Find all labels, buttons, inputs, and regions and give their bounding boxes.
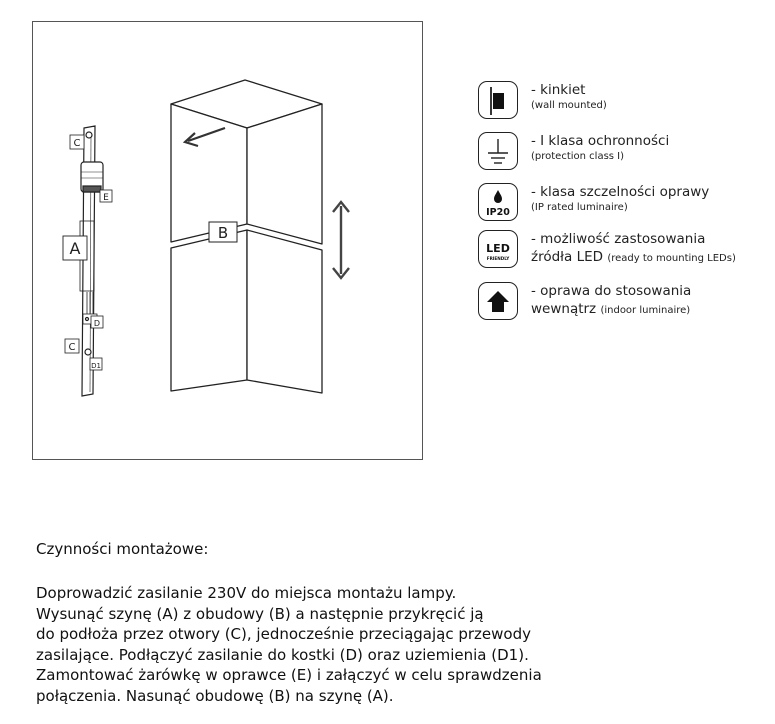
instruction-line: połączenia. Nasunąć obudowę (B) na szynę (A). [36, 686, 394, 705]
legend-sub: (protection class I) [531, 151, 625, 162]
legend-label: - oprawa do stosowania [531, 283, 692, 299]
indoor-house-icon [478, 282, 518, 320]
legend-label: - klasa szczelności oprawy [531, 184, 710, 200]
led-icon-subtext: FRIENDLY [486, 256, 510, 261]
label-c-top: C [73, 138, 81, 149]
instruction-line: zasilające. Podłączyć zasilanie do kostki (D) oraz uziemienia (D1). [36, 645, 529, 664]
led-friendly-icon [478, 230, 518, 268]
instruction-line: do podłoża przez otwory (C), jednocześnie przeciągając przewody [36, 625, 531, 644]
legend-sub: (indoor luminaire) [600, 305, 691, 316]
legend-label: - możliwość zastosowania [531, 231, 706, 247]
legend-sub: (IP rated luminaire) [531, 202, 628, 213]
legend-label-2: wewnątrz [531, 301, 597, 317]
assembly-diagram-drawing [33, 22, 424, 461]
legend-label: - kinkiet [531, 82, 586, 98]
legend-label: - I klasa ochronności [531, 133, 670, 149]
instruction-line: Zamontować żarówkę w oprawce (E) i załączyć w celu sprawdzenia [36, 666, 542, 685]
label-b: B [217, 224, 229, 242]
housing-body [171, 80, 322, 393]
ip20-icon-text: IP20 [486, 207, 510, 218]
instruction-line: Wysunąć szynę (A) z obudowy (B) a następnie przykręcić ją [36, 604, 484, 623]
instructions-body [36, 583, 756, 707]
instruction-line: Doprowadzić zasilanie 230V do miejsca montażu lampy. [36, 584, 457, 602]
ip20-icon [478, 183, 518, 221]
ground-icon [478, 132, 518, 170]
instructions-heading: Czynności montażowe: [36, 540, 209, 558]
installation-instructions [36, 540, 756, 707]
label-c-bottom: C [68, 342, 76, 353]
height-arrow [333, 202, 349, 278]
legend-label-2: źródła LED [531, 249, 604, 265]
mounting-rail [80, 126, 103, 396]
led-icon-text: LED [486, 242, 510, 255]
label-d: D [93, 319, 101, 328]
mount-hole-top [86, 132, 92, 138]
assembly-diagram [32, 21, 423, 460]
legend-sub: (ready to mounting LEDs) [607, 253, 736, 264]
legend-sub: (wall mounted) [531, 100, 607, 111]
label-e: E [103, 193, 109, 203]
wall-mount-icon [478, 81, 518, 119]
mount-hole-bottom [85, 349, 91, 355]
label-d1: D1 [91, 362, 101, 370]
label-a: A [69, 239, 81, 258]
